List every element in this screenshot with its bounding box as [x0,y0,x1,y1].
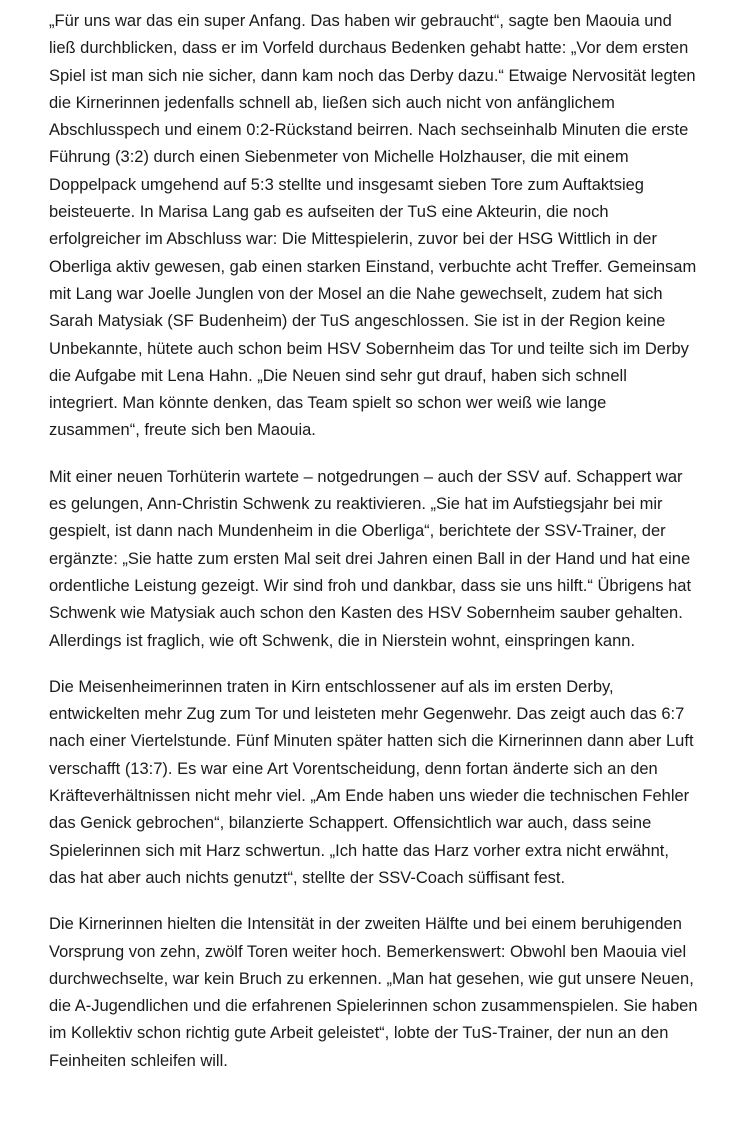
article-paragraph-2: Mit einer neuen Torhüterin wartete – notgedrungen – auch der SSV auf. Schappert war es gelungen, Ann-Christin Schwenk zu reaktivieren. „Sie hat im Aufstiegsjahr bei mir gespielt, ist dann nach Mundenheim in die Oberliga“, berichtete der SSV-Trainer, der ergänzte: „Sie hatte zum ersten Mal seit drei Jahren einen Ball in der Hand und hat eine ordentliche Leistung gezeigt. Wir sind froh und dankbar, dass sie uns hilft.“ Übrigens hat Schwenk wie Matysiak auch schon den Kasten des HSV Sobernheim sauber gehalten. Allerdings ist fraglich, wie oft Schwenk, die in Nierstein wohnt, einspringen kann. [49,467,692,650]
article-paragraph-4: Die Kirnerinnen hielten die Intensität in der zweiten Hälfte und bei einem beruhigenden Vorsprung von zehn, zwölf Toren weiter hoch. Bemerkenswert: Obwohl ben Maouia viel durchwechselte, war kein Bruch zu erkennen. „Man hat gesehen, wie gut unsere Neuen, die A-Jugendlichen und die erfahrenen Spielerinnen schon zusammenspielen. Sie haben im Kollektiv schon richtig gute Arbeit geleistet“, lobte der TuS-Trainer, der nun an den Feinheiten schleifen will. [49,915,698,1070]
article-paragraph-1: „Für uns war das ein super Anfang. Das haben wir gebraucht“, sagte ben Maouia und ließ durchblicken, dass er im Vorfeld durchaus Bedenken gehabt hatte: „Vor dem ersten Spiel ist man sich nie sicher, dann kam noch das Derby dazu.“ Etwaige Nervosität legten die Kirnerinnen jedenfalls schnell ab, ließen sich auch nicht von anfänglichem Abschlusspech und einem 0:2-Rückstand beirren. Nach sechseinhalb Minuten die erste Führung (3:2) durch einen Siebenmeter von Michelle Holzhauser, die mit einem Doppelpack umgehend auf 5:3 stellte und insgesamt sieben Tore zum Auftaktsieg beisteuerte. In Marisa Lang gab es aufseiten der TuS eine Akteurin, die noch erfolgreicher im Abschluss war: Die Mittespielerin, zuvor bei der HSG Wittlich in der Oberliga aktiv gewesen, gab einen starken Einstand, verbuchte acht Treffer. Gemeinsam mit Lang war Joelle Junglen von der Mosel an die Nahe gewechselt, zudem hat sich Sarah Matysiak (SF Budenheim) der TuS angeschlossen. Sie ist in der Region keine Unbekannte, hütete auch schon beim HSV Sobernheim das Tor und teilte sich im Derby die Aufgabe mit Lena Hahn. „Die Neuen sind sehr gut drauf, haben sich schnell integriert. Man könnte denken, das Team spielt so schon wer weiß wie lange zusammen“, freute sich ben Maouia. [49,12,697,440]
article-paragraph-3: Die Meisenheimerinnen traten in Kirn entschlossener auf als im ersten Derby, entwickelten mehr Zug zum Tor und leisteten mehr Gegenwehr. Das zeigt auch das 6:7 nach einer Viertelstunde. Fünf Minuten später hatten sich die Kirnerinnen dann aber Luft verschafft (13:7). Es war eine Art Vorentscheidung, denn fortan änderte sich an den Kräfteverhältnissen nicht mehr viel. „Am Ende haben uns wieder die technischen Fehler das Genick gebrochen“, bilanzierte Schappert. Offensichtlich war auch, dass seine Spielerinnen sich mit Harz schwertun. „Ich hatte das Harz vorher extra nicht erwähnt, das hat aber auch nichts genutzt“, stellte der SSV-Coach süffisant fest. [49,677,694,887]
article-body [49,8,699,1075]
